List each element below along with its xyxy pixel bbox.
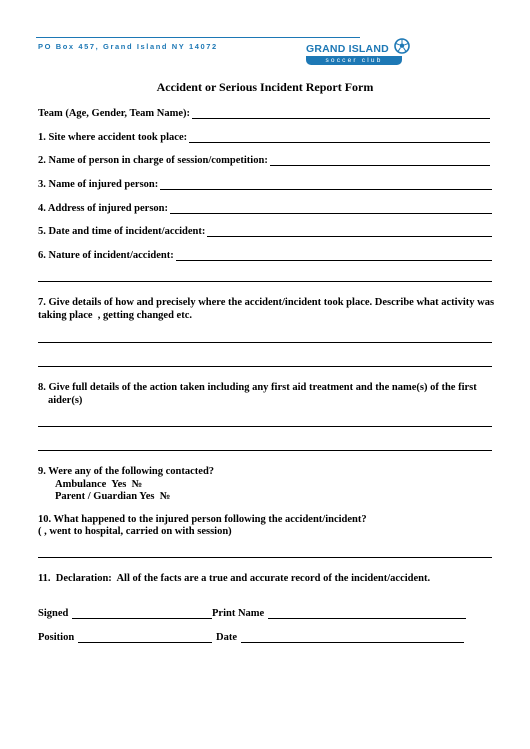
- q5-input-line[interactable]: [207, 226, 492, 237]
- q7-answer-line-2[interactable]: [38, 366, 492, 367]
- q7-line-1: 7. Give details of how and precisely where the accident/incident took place. Describe what activity was: [38, 297, 495, 308]
- q1-field: [38, 132, 490, 143]
- q6-label: 6. Nature of incident/accident:: [38, 250, 174, 261]
- date-label: Date: [216, 632, 237, 643]
- q4-field: [38, 203, 492, 214]
- q3-field: [38, 179, 492, 190]
- q10-answer-line[interactable]: [38, 557, 492, 558]
- q4-label: 4. Address of injured person:: [38, 203, 169, 214]
- form-title: Accident or Serious Incident Report Form: [156, 80, 374, 94]
- q1-label: 1. Site where accident took place:: [38, 132, 188, 143]
- q7-line-2: taking place , getting changed etc.: [38, 310, 192, 321]
- print-name-field: [212, 608, 466, 619]
- signed-input-line[interactable]: [72, 608, 212, 619]
- position-field: [38, 632, 212, 643]
- q2-label: 2. Name of person in charge of session/competition:: [38, 155, 268, 166]
- q11-declaration: 11. Declaration: All of the facts are a true and accurate record of the incident/accident.: [38, 573, 431, 584]
- soccer-ball-icon: [394, 38, 410, 54]
- q8-answer-line-2[interactable]: [38, 450, 492, 451]
- q2-input-line[interactable]: [270, 155, 490, 166]
- q6-extra-line[interactable]: [38, 281, 492, 282]
- logo-name: GRAND ISLAND: [306, 43, 389, 55]
- q5-label: 5. Date and time of incident/accident:: [38, 226, 206, 237]
- q8-text: [38, 381, 498, 407]
- print-name-label: Print Name: [212, 608, 265, 619]
- q8-answer-line-1[interactable]: [38, 426, 492, 427]
- q9-parent-option[interactable]: Parent / Guardian Yes №: [55, 491, 171, 502]
- q8-line-2: aider(s): [48, 395, 83, 406]
- q6-input-line[interactable]: [176, 250, 492, 261]
- q6-field: [38, 250, 492, 261]
- q2-field: [38, 155, 490, 166]
- q4-input-line[interactable]: [170, 203, 492, 214]
- q9-ambulance-option[interactable]: Ambulance Yes №: [55, 479, 143, 490]
- team-label: Team (Age, Gender, Team Name):: [38, 108, 191, 119]
- club-logo: [306, 34, 416, 72]
- position-input-line[interactable]: [78, 632, 212, 643]
- header-address: PO Box 457, Grand Island NY 14072: [38, 42, 218, 51]
- q10-label: 10. What happened to the injured person following the accident/incident?: [38, 514, 367, 525]
- q3-label: 3. Name of injured person:: [38, 179, 159, 190]
- q9-label: 9. Were any of the following contacted?: [38, 466, 215, 477]
- date-input-line[interactable]: [241, 632, 464, 643]
- signed-label: Signed: [38, 608, 69, 619]
- team-field: [38, 108, 490, 119]
- q8-line-1: 8. Give full details of the action taken including any first aid treatment and the name(s) of the first: [38, 382, 477, 393]
- q3-input-line[interactable]: [160, 179, 492, 190]
- q1-input-line[interactable]: [189, 132, 490, 143]
- team-input-line[interactable]: [192, 108, 490, 119]
- logo-subtitle: soccer club: [306, 56, 402, 65]
- q7-text: [38, 296, 498, 322]
- q10-hint: ( , went to hospital, carried on with session): [38, 526, 232, 537]
- q7-answer-line-1[interactable]: [38, 342, 492, 343]
- signed-field: [38, 608, 212, 619]
- date-field: [216, 632, 464, 643]
- position-label: Position: [38, 632, 75, 643]
- q5-field: [38, 226, 492, 237]
- print-name-input-line[interactable]: [268, 608, 466, 619]
